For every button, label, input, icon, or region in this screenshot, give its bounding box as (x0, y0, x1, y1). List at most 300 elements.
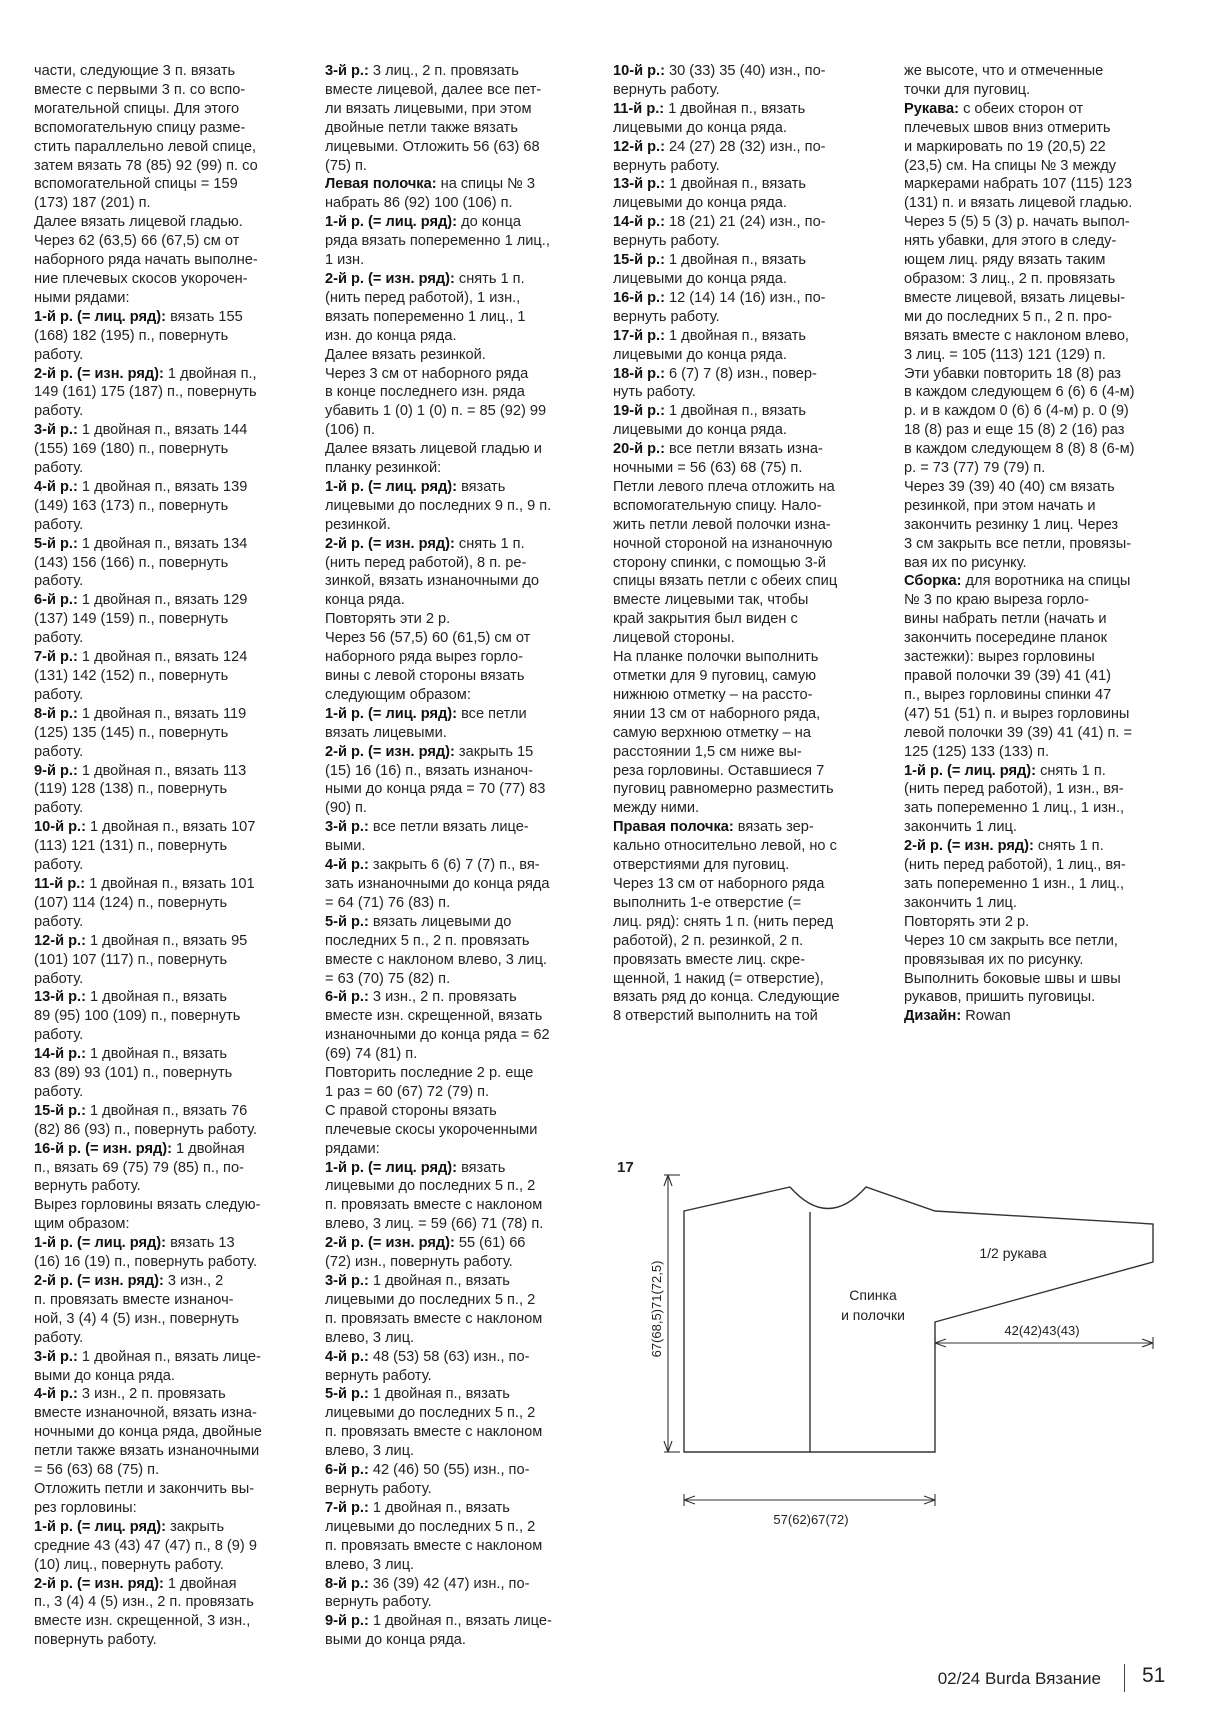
text-run: вернуть работу. (613, 233, 720, 250)
text-run: лицевой стороны. (613, 630, 735, 647)
text-run: 1 двойная п., вязать 139 (77, 478, 248, 495)
text-run: вязать 155 (166, 308, 243, 325)
bold-run: 4-й р.: (34, 1386, 78, 1403)
text-run: все петли (457, 705, 527, 722)
text-run: Далее вязать лицевой гладью. (34, 214, 243, 231)
text-run: вместе лицевой, далее все пет- (325, 81, 542, 98)
text-run: изнаночными до конца ряда = 62 (325, 1027, 550, 1044)
text-run: работу. (34, 1083, 84, 1100)
text-run: работу. (34, 970, 84, 987)
text-run: закончить 1 лиц. (904, 894, 1017, 911)
text-run: вместе лицевой, вязать лицевы- (904, 289, 1126, 306)
text-run: 1 двойная п., вязать лице- (368, 1613, 552, 1630)
text-run: на спицы № 3 (436, 176, 535, 193)
text-run: Эти убавки повторить 18 (8) раз (904, 365, 1121, 382)
bold-run: 8-й р.: (325, 1575, 369, 1592)
text-run: петли также вязать изнаночными (34, 1443, 260, 1460)
text-run: 1 двойная п., вязать 101 (85, 875, 255, 892)
text-run: правой полочки 39 (39) 41 (41) (904, 668, 1111, 684)
text-run: зинкой, вязать изнаночными до (325, 573, 540, 590)
text-run: сторону спинки, с помощью 3-й (613, 554, 826, 571)
text-run: 24 (27) 28 (32) изн., по- (664, 138, 826, 155)
text-run: На планке полочки выполнить (613, 649, 819, 666)
text-run: вязать (457, 1159, 506, 1176)
text-run: ние плечевых скосов укорочен- (34, 270, 248, 287)
text-run: закончить резинку 1 лиц. Через (904, 516, 1119, 533)
text-run: расстоянии 1,5 см ниже вы- (613, 743, 802, 760)
text-run: 12 (14) 14 (16) изн., по- (664, 289, 826, 306)
text-run: вины набрать петли (начать и (904, 611, 1107, 628)
height-dimension (664, 1175, 680, 1452)
bold-run: 13-й р.: (34, 989, 86, 1006)
bold-run: 2-й р. (= изн. ряд): (325, 1235, 455, 1252)
text-run: рез горловины: (34, 1499, 137, 1516)
text-run: все петли вязать изна- (664, 441, 823, 458)
text-run: 55 (61) 66 (454, 1235, 526, 1252)
text-run: 1 двойная п., вязать 144 (77, 422, 248, 439)
text-run: работу. (34, 573, 84, 590)
text-run: планку резинкой: (325, 460, 442, 477)
body-label: Спинка (849, 1287, 897, 1303)
text-run: п. провязать вместе изнаноч- (34, 1291, 234, 1308)
text-run: ными рядами: (34, 289, 130, 306)
bold-run: 16-й р. (= изн. ряд): (34, 1140, 172, 1157)
text-run: работу. (34, 460, 84, 477)
text-run: 1 двойная (163, 1575, 237, 1592)
text-run: до конца (457, 214, 521, 231)
text-run: образом: 3 лиц., 2 п. провязать (904, 270, 1116, 287)
text-run: средние 43 (43) 47 (47) п., 8 (9) 9 (34, 1537, 257, 1554)
text-run: 36 (39) 42 (47) изн., по- (368, 1575, 530, 1592)
text-run: ми до последних 5 п., 2 п. про- (904, 308, 1113, 325)
text-run: плечевых швов вниз отмерить (904, 119, 1111, 136)
text-run: Повторить последние 2 р. еще (325, 1065, 534, 1082)
bold-run: 2-й р. (= изн. ряд): (34, 365, 164, 382)
text-run: (нить перед работой), 1 изн., (325, 289, 521, 306)
text-run: отметки для 9 пуговиц, самую (613, 668, 817, 684)
bold-run: 14-й р.: (34, 1046, 86, 1063)
text-run: выми. (325, 838, 366, 855)
text-run: вспомогательной спицы = 159 (34, 176, 238, 193)
bold-run: 12-й р.: (613, 138, 665, 155)
bold-run: 2-й р. (= изн. ряд): (34, 1273, 164, 1289)
text-run: вязать лицевыми. (325, 724, 447, 741)
text-run: 1 раз = 60 (67) 72 (79) п. (325, 1083, 490, 1100)
text-run: работу. (34, 403, 84, 420)
text-run: работу. (34, 686, 84, 703)
text-run: влево, 3 лиц. = 59 (66) 71 (78) п. (325, 1216, 544, 1233)
text-run: 18 (8) раз и еще 15 (8) 2 (16) раз (904, 422, 1125, 439)
text-run: стить параллельно левой спице, (34, 138, 256, 155)
text-run: вернуть работу. (325, 1480, 432, 1497)
text-run: работу. (34, 1329, 84, 1346)
bold-run: 3-й р.: (325, 1273, 369, 1289)
text-run: (119) 128 (138) п., повернуть (34, 781, 228, 798)
bold-run: 7-й р.: (325, 1499, 369, 1516)
text-run: закончить 1 лиц. (904, 819, 1017, 836)
text-run: набрать 86 (92) 100 (106) п. (325, 195, 513, 212)
text-run: (16) 16 (19) п., повернуть работу. (34, 1254, 258, 1271)
text-run: лицевыми до последних 5 п., 2 (325, 1291, 536, 1308)
text-run: спицы вязать петли с обеих спиц (613, 573, 838, 590)
text-run: 1 двойная п., вязать 129 (77, 592, 248, 609)
text-run: Через 39 (39) 40 (40) см вязать (904, 478, 1115, 495)
text-run: 1 двойная п., вязать 113 (77, 762, 247, 779)
text-run: для воротника на спицы (961, 573, 1131, 590)
text-run: (23,5) см. На спицы № 3 между (904, 157, 1117, 174)
text-run: вместе с наклоном влево, 3 лиц. (325, 951, 547, 968)
text-run: 1 двойная п., вязать 76 (85, 1102, 248, 1119)
text-run: 1 двойная п., вязать (85, 1046, 228, 1063)
issue-label: 02/24 Burda Вязание (937, 1669, 1101, 1688)
text-run: 1 изн. (325, 252, 365, 269)
schema-number: 17 (617, 1159, 634, 1176)
bold-run: 12-й р.: (34, 932, 86, 949)
text-run: рядами: (325, 1140, 380, 1157)
bold-run: 10-й р.: (34, 819, 86, 836)
text-run: наборного ряда начать выполне- (34, 252, 258, 269)
bold-run: 15-й р.: (613, 252, 665, 269)
text-run: Через 3 см от наборного ряда (325, 365, 529, 382)
text-run: (106) п. (325, 422, 376, 439)
bold-run: 3-й р.: (325, 63, 369, 79)
text-run: Далее вязать резинкой. (325, 346, 486, 363)
text-run: 149 (161) 175 (187) п., повернуть (34, 384, 257, 401)
text-run: п., вырез горловины спинки 47 (904, 686, 1112, 703)
text-run: 1 двойная п., вязать 107 (85, 819, 256, 836)
text-run: вернуть работу. (613, 308, 720, 325)
text-run: = 64 (71) 76 (83) п. (325, 894, 451, 911)
bold-run: 6-й р.: (325, 989, 369, 1006)
text-run: ночными до конца ряда, двойные (34, 1424, 262, 1441)
text-run: (168) 182 (195) п., повернуть (34, 327, 229, 344)
text-run: самую верхнюю отметку – на (613, 724, 811, 741)
text-run: лицевыми до конца ряда. (613, 270, 787, 287)
text-run: = 63 (70) 75 (82) п. (325, 970, 451, 987)
text-run: двойные петли также вязать (325, 119, 518, 136)
text-run: между ними. (613, 800, 700, 817)
bold-run: 2-й р. (= изн. ряд): (904, 838, 1034, 855)
text-run: 30 (33) 35 (40) изн., по- (664, 63, 826, 79)
text-run: вязать лицевыми до (368, 913, 512, 930)
garment-outline (684, 1187, 1153, 1452)
text-run: Через 56 (57,5) 60 (61,5) см от (325, 630, 531, 647)
text-run: затем вязать 78 (85) 92 (99) п. со (34, 157, 258, 174)
bold-run: 16-й р.: (613, 289, 665, 306)
text-run: плечевые скосы укороченными (325, 1121, 538, 1138)
bold-run: 17-й р.: (613, 327, 665, 344)
text-run: последних 5 п., 2 п. провязать (325, 932, 530, 949)
text-run: 3 см закрыть все петли, провязы- (904, 535, 1132, 552)
text-run: (75) п. (325, 157, 367, 174)
bold-run: 2-й р. (= изн. ряд): (325, 270, 455, 287)
text-run: 1 двойная п., вязать 134 (77, 535, 248, 552)
text-run: 1 двойная п., вязать (85, 989, 228, 1006)
bold-run: 3-й р.: (34, 1348, 78, 1365)
text-run: 1 двойная п., вязать (368, 1273, 510, 1289)
text-run: работу. (34, 630, 84, 647)
text-run: работу. (34, 516, 84, 533)
text-run: вернуть работу. (613, 157, 720, 174)
text-run: (90) п. (325, 800, 367, 817)
text-run: (137) 149 (159) п., повернуть (34, 611, 229, 628)
text-run: в каждом следующем 8 (8) 8 (6-м) (904, 441, 1135, 458)
text-run: (15) 16 (16) п., вязать изнаноч- (325, 762, 534, 779)
text-run: (143) 156 (166) п., повернуть (34, 554, 229, 571)
text-run: же высоте, что и отмеченные (904, 63, 1104, 79)
text-run: влево, 3 лиц. (325, 1556, 415, 1573)
bold-run: 6-й р.: (325, 1462, 369, 1479)
text-run: лиц. ряд): снять 1 п. (нить перед (613, 913, 834, 930)
text-run: п. провязать вместе с наклоном (325, 1197, 543, 1214)
text-run: край закрытия был виден с (613, 611, 798, 628)
text-run: вернуть работу. (34, 1178, 141, 1195)
text-run: Петли левого плеча отложить на (613, 478, 835, 495)
text-run: 6 (7) 7 (8) изн., повер- (664, 365, 817, 382)
text-run: вместе изнаночной, вязать изна- (34, 1405, 257, 1422)
text-run: застежки): вырез горловины (904, 649, 1095, 666)
text-run: Через 10 см закрыть все петли, (904, 932, 1118, 949)
bold-run: Левая полочка: (325, 176, 437, 193)
bold-run: 4-й р.: (325, 1348, 369, 1365)
text-run: в каждом следующем 6 (6) 6 (4-м) (904, 384, 1135, 401)
text-run: могательной спицы. Для этого (34, 100, 240, 117)
text-run: 3 изн., 2 (163, 1273, 224, 1289)
text-run: работу. (34, 913, 84, 930)
text-run: вспомогательную спицу. Нало- (613, 497, 822, 514)
text-run: лицевыми до последних 5 п., 2 (325, 1405, 536, 1422)
text-run: зать попеременно 1 изн., 1 лиц., (904, 875, 1125, 892)
text-run: закрыть 6 (6) 7 (7) п., вя- (368, 857, 540, 874)
bold-run: Сборка: (904, 573, 962, 590)
text-run: п. провязать вместе с наклоном (325, 1537, 543, 1554)
footer-divider (1124, 1664, 1125, 1692)
text-run: (69) 74 (81) п. (325, 1046, 418, 1063)
text-run: 89 (95) 100 (109) п., повернуть (34, 1008, 241, 1025)
bold-run: 9-й р.: (325, 1613, 369, 1630)
text-run: вместе лицевыми так, чтобы (613, 592, 809, 609)
text-run: (149) 163 (173) п., повернуть (34, 497, 229, 514)
text-run: работу. (34, 857, 84, 874)
bold-run: 2-й р. (= изн. ряд): (34, 1575, 164, 1592)
text-run: снять 1 п. (454, 270, 525, 287)
text-run: Через 13 см от наборного ряда (613, 875, 825, 892)
text-run: (173) 187 (201) п. (34, 195, 151, 212)
text-run: вязать попеременно 1 лиц., 1 (325, 308, 526, 325)
text-run: работу. (34, 743, 84, 760)
text-run: р. = 73 (77) 79 (79) п. (904, 460, 1046, 477)
bold-run: 1-й р. (= лиц. ряд): (325, 214, 458, 231)
text-run: Через 5 (5) 5 (3) р. начать выпол- (904, 214, 1130, 231)
text-run: вязать 13 (166, 1235, 235, 1252)
bold-run: 1-й р. (= лиц. ряд): (904, 762, 1037, 779)
text-run: Выполнить боковые швы и швы (904, 970, 1121, 987)
text-run: изн. до конца ряда. (325, 327, 457, 344)
text-run: 42 (46) 50 (55) изн., по- (368, 1462, 530, 1479)
text-run: 1 двойная п., вязать (664, 252, 807, 269)
text-run: зать попеременно 1 лиц., 1 изн., (904, 800, 1125, 817)
text-run: 8 отверстий выполнить на той (613, 1008, 818, 1025)
text-run: Повторять эти 2 р. (325, 611, 451, 628)
bold-run: 13-й р.: (613, 176, 665, 193)
bold-run: 14-й р.: (613, 214, 665, 231)
text-run: № 3 по краю выреза горло- (904, 592, 1089, 609)
text-run: (47) 51 (51) п. и вырез горловины (904, 705, 1130, 722)
text-run: ночными = 56 (63) 68 (75) п. (613, 460, 803, 477)
text-run: рукавов, пришить пуговицы. (904, 989, 1096, 1006)
text-run: (107) 114 (124) п., повернуть (34, 894, 228, 911)
text-run: 1 двойная п., вязать 124 (77, 649, 248, 666)
sleeve-label: 1/2 рукава (979, 1245, 1047, 1261)
text-run: п., 3 (4) 4 (5) изн., 2 п. провязать (34, 1594, 254, 1611)
text-run: отверстиями для пуговиц. (613, 857, 790, 874)
body-label-2: и полочки (841, 1307, 905, 1323)
bold-run: 20-й р.: (613, 441, 665, 458)
text-run: янии 13 см от наборного ряда, (613, 705, 821, 722)
text-run: снять 1 п. (1033, 838, 1104, 855)
text-run: вернуть работу. (325, 1594, 432, 1611)
text-run: провязывая их по рисунку. (904, 951, 1084, 968)
text-run: вязать вместе с наклоном влево, (904, 327, 1129, 344)
text-run: вспомогательную спицу разме- (34, 119, 246, 136)
text-run: (72) изн., повернуть работу. (325, 1254, 513, 1271)
text-run: Отложить петли и закончить вы- (34, 1480, 255, 1497)
bold-run: 4-й р.: (325, 857, 369, 874)
text-run: влево, 3 лиц. (325, 1443, 415, 1460)
bold-run: 1-й р. (= лиц. ряд): (34, 1518, 167, 1535)
text-run: вместе изн. скрещенной, вязать (325, 1008, 543, 1025)
text-run: закончить посередине планок (904, 630, 1107, 647)
bold-run: 3-й р.: (325, 819, 369, 836)
text-run: р. и в каждом 0 (6) 6 (4-м) р. 0 (9) (904, 403, 1129, 420)
text-run: (нить перед работой), 1 изн., вя- (904, 781, 1124, 798)
text-run: 1 двойная п., вязать (368, 1386, 510, 1403)
text-run: лицевыми до последних 5 п., 2 (325, 1518, 536, 1535)
text-run: 83 (89) 93 (101) п., повернуть (34, 1065, 233, 1082)
text-run: ющем лиц. ряду вязать таким (904, 252, 1106, 269)
text-run: щим образом: (34, 1216, 130, 1233)
text-run: 48 (53) 58 (63) изн., по- (368, 1348, 530, 1365)
text-run: вины с левой стороны вязать (325, 668, 525, 684)
width-dimension (684, 1494, 935, 1506)
text-run: 3 изн., 2 п. провязать (368, 989, 517, 1006)
text-run: (нить перед работой), 8 п. ре- (325, 554, 527, 571)
text-run: зать изнаночными до конца ряда (325, 875, 550, 892)
bold-run: 10-й р.: (613, 63, 665, 79)
bold-run: 2-й р. (= изн. ряд): (325, 535, 455, 552)
text-run: работу. (34, 800, 84, 817)
bold-run: 18-й р.: (613, 365, 665, 382)
bold-run: 5-й р.: (325, 1386, 369, 1403)
text-run: закрыть (166, 1518, 225, 1535)
text-run: выми до конца ряда. (325, 1632, 466, 1649)
text-run: (10) лиц., повернуть работу. (34, 1556, 224, 1573)
text-run: п., вязать 69 (75) 79 (85) п., по- (34, 1159, 244, 1176)
text-run: лицевыми до конца ряда. (613, 119, 787, 136)
text-run: работой), 2 п. резинкой, 2 п. (613, 932, 804, 949)
bold-run: 1-й р. (= лиц. ряд): (325, 1159, 458, 1176)
text-run: 1 двойная п., вязать лице- (77, 1348, 261, 1365)
bold-run: Дизайн: (904, 1008, 962, 1025)
text-run: с обеих сторон от (959, 100, 1084, 117)
text-run: закрыть 15 (454, 743, 534, 760)
bold-run: 5-й р.: (325, 913, 369, 930)
text-run: пуговиц равномерно разместить (613, 781, 834, 798)
text-run: в конце последнего изн. ряда (325, 384, 525, 401)
text-run: вернуть работу. (613, 81, 720, 98)
bold-run: 15-й р.: (34, 1102, 86, 1119)
text-run: 1 двойная п., вязать (664, 100, 806, 117)
text-run: 125 (125) 133 (133) п. (904, 743, 1050, 760)
text-run: работу. (34, 1027, 84, 1044)
text-run: 1 двойная п., вязать (664, 176, 807, 193)
text-run: вместе изн. скрещенной, 3 изн., (34, 1613, 251, 1630)
text-run: ной, 3 (4) 4 (5) изн., повернуть (34, 1310, 240, 1327)
bold-run: Рукава: (904, 100, 960, 117)
bold-run: 5-й р.: (34, 535, 78, 552)
text-run: 1 двойная п., (163, 365, 257, 382)
text-run: работу. (34, 346, 84, 363)
text-run: лицевыми до последних 9 п., 9 п. (325, 497, 552, 514)
text-run: 3 лиц., 2 п. провязать (368, 63, 519, 79)
text-run: снять 1 п. (1036, 762, 1106, 779)
text-run: 1 двойная п., вязать (664, 403, 807, 420)
text-run: конца ряда. (325, 592, 405, 609)
text-run: нижнюю отметку – на рассто- (613, 686, 813, 703)
bold-run: 11-й р.: (613, 100, 665, 117)
text-run: убавить 1 (0) 1 (0) п. = 85 (92) 99 (325, 403, 547, 420)
text-run: Повторять эти 2 р. (904, 913, 1030, 930)
bold-run: 1-й р. (= лиц. ряд): (325, 478, 458, 495)
text-run: лицевыми до конца ряда. (613, 422, 787, 439)
text-run: 18 (21) 21 (24) изн., по- (664, 214, 826, 231)
text-run: (нить перед работой), 1 лиц., вя- (904, 857, 1126, 874)
text-run: 1 двойная п., вязать 95 (85, 932, 248, 949)
text-run: вязать зер- (733, 819, 814, 836)
text-run: вместе с первыми 3 п. со вспо- (34, 81, 246, 98)
text-run: точки для пуговиц. (904, 81, 1031, 98)
text-run: провязать вместе лиц. скре- (613, 951, 806, 968)
sleeve-length-label: 42(42)43(43) (1004, 1323, 1080, 1338)
text-run: п. провязать вместе с наклоном (325, 1424, 543, 1441)
bold-run: 19-й р.: (613, 403, 665, 420)
page-number: 51 (1142, 1664, 1166, 1687)
text-run: повернуть работу. (34, 1632, 157, 1649)
text-run: вязать (457, 478, 506, 495)
bold-run: 4-й р.: (34, 478, 78, 495)
text-run: все петли вязать лице- (368, 819, 529, 836)
text-run: (125) 135 (145) п., повернуть (34, 724, 229, 741)
bold-run: 2-й р. (= изн. ряд): (325, 743, 455, 760)
text-run: 1 двойная п., вязать (368, 1499, 510, 1516)
text-run: части, следующие 3 п. вязать (34, 63, 236, 79)
text-run: маркерами набрать 107 (115) 123 (904, 176, 1132, 193)
text-run: выполнить 1-е отверстие (= (613, 894, 802, 911)
text-run: левой полочки 39 (39) 41 (41) п. = (904, 724, 1133, 741)
text-run: вернуть работу. (325, 1367, 432, 1384)
bold-run: 9-й р.: (34, 762, 78, 779)
text-run: ряда вязать попеременно 1 лиц., (325, 233, 550, 250)
text-run: нять убавки, для этого в следу- (904, 233, 1117, 250)
bold-run: 8-й р.: (34, 705, 78, 722)
text-run: (113) 121 (131) п., повернуть (34, 838, 228, 855)
bold-run: 6-й р.: (34, 592, 78, 609)
text-run: (131) п. и вязать лицевой гладью. (904, 195, 1133, 212)
text-run: следующим образом: (325, 686, 471, 703)
text-run: 3 лиц. = 105 (113) 121 (129) п. (904, 346, 1106, 363)
text-run: нуть работу. (613, 384, 696, 401)
text-run: снять 1 п. (454, 535, 525, 552)
